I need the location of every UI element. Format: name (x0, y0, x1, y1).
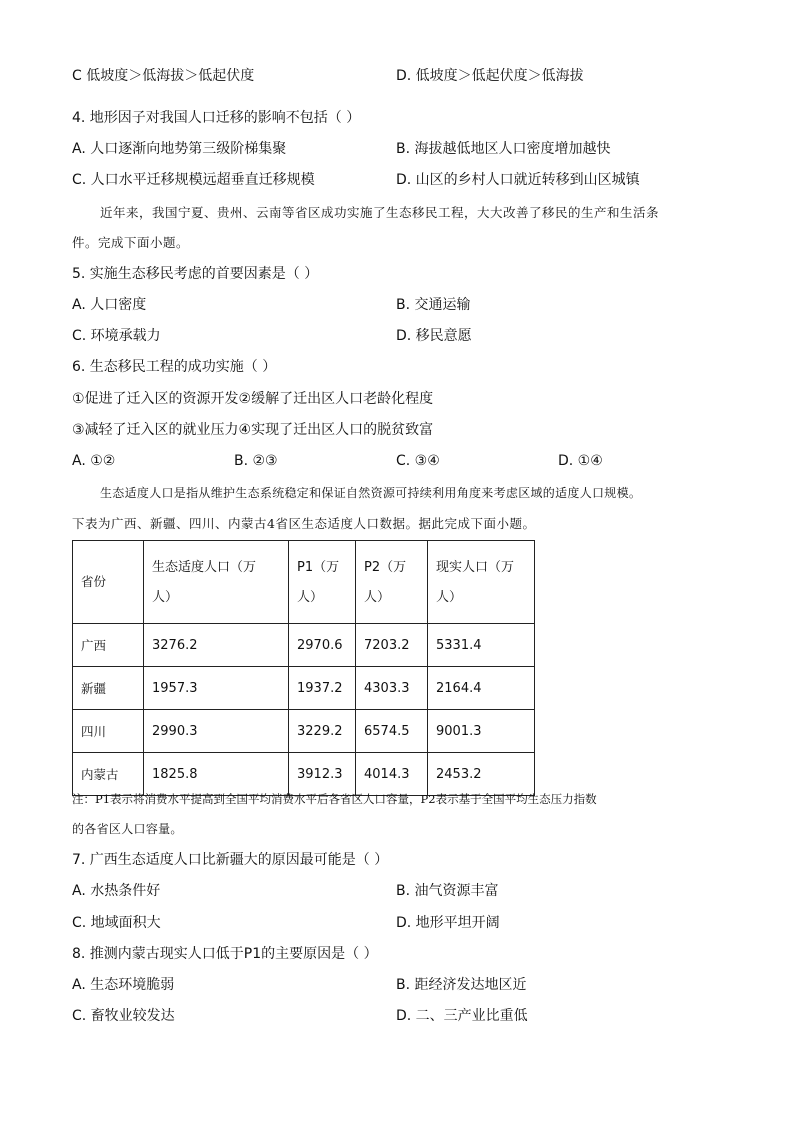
header-eco-line2: 人） (152, 590, 179, 605)
q4-option-b: B. 海拔越低地区人口密度增加越快 (396, 141, 611, 157)
cell-actual-population: 2453.2 (428, 753, 535, 796)
q5-option-d: D. 移民意愿 (396, 328, 472, 344)
intro2-line2: 下表为广西、新疆、四川、内蒙古4省区生态适度人口数据。据此完成下面小题。 (72, 516, 536, 531)
q4-stem: 4. 地形因子对我国人口迁移的影响不包括（ ） (72, 110, 361, 126)
cell-p2: 4014.3 (356, 753, 428, 796)
q6-statements-line2: ③减轻了迁入区的就业压力④实现了迁出区人口的脱贫致富 (72, 422, 434, 438)
cell-province: 四川 (73, 710, 144, 753)
q4-option-a: A. 人口逐渐向地势第三级阶梯集聚 (72, 141, 287, 157)
header-eco-line1: 生态适度人口（万 (152, 560, 257, 575)
header-province (73, 541, 144, 624)
cell-actual-population: 5331.4 (428, 624, 535, 667)
q6-option-d: D. ①④ (558, 453, 603, 469)
table-row (73, 624, 535, 667)
q7-option-b: B. 油气资源丰富 (396, 883, 499, 899)
intro1-line2: 件。完成下面小题。 (72, 235, 190, 250)
header-p1-line1: P1（万 (297, 560, 340, 575)
cell-eco-population: 1825.8 (144, 753, 289, 796)
q5-stem: 5. 实施生态移民考虑的首要因素是（ ） (72, 266, 319, 282)
header-actual-population (428, 541, 535, 624)
header-p2 (356, 541, 428, 624)
header-p2-line1: P2（万 (364, 560, 407, 575)
cell-p2: 4303.3 (356, 667, 428, 710)
cell-p1: 3229.2 (289, 710, 356, 753)
header-eco-population (144, 541, 289, 624)
table-header-row (73, 541, 535, 624)
q6-option-c: C. ③④ (396, 453, 440, 469)
header-actual-line2: 人） (436, 590, 463, 605)
cell-province: 新疆 (73, 667, 144, 710)
q3-option-c: C 低坡度＞低海拔＞低起伏度 (72, 68, 255, 84)
q6-stem: 6. 生态移民工程的成功实施（ ） (72, 359, 277, 375)
cell-p2: 7203.2 (356, 624, 428, 667)
cell-actual-population: 2164.4 (428, 667, 535, 710)
q8-option-c: C. 畜牧业较发达 (72, 1008, 175, 1024)
intro1-line1: 近年来，我国宁夏、贵州、云南等省区成功实施了生态移民工程，大大改善了移民的生产和生活条 (100, 205, 660, 220)
q7-option-d: D. 地形平坦开阔 (396, 915, 500, 931)
q5-option-b: B. 交通运输 (396, 297, 471, 313)
table-row (73, 667, 535, 710)
q4-option-d: D. 山区的乡村人口就近转移到山区城镇 (396, 172, 640, 188)
cell-province: 内蒙古 (73, 753, 144, 796)
cell-eco-population: 1957.3 (144, 667, 289, 710)
q8-option-a: A. 生态环境脆弱 (72, 977, 175, 993)
cell-eco-population: 2990.3 (144, 710, 289, 753)
q7-option-c: C. 地域面积大 (72, 915, 161, 931)
cell-p1: 1937.2 (289, 667, 356, 710)
population-table (72, 540, 535, 796)
table-row (73, 710, 535, 753)
cell-p1: 3912.3 (289, 753, 356, 796)
q3-option-d: D. 低坡度＞低起伏度＞低海拔 (396, 68, 584, 84)
header-actual-line1: 现实人口（万 (436, 560, 515, 575)
cell-actual-population: 9001.3 (428, 710, 535, 753)
header-p2-line2: 人） (364, 590, 391, 605)
q7-stem: 7. 广西生态适度人口比新疆大的原因最可能是（ ） (72, 852, 389, 868)
q8-option-b: B. 距经济发达地区近 (396, 977, 527, 993)
header-province-text: 省份 (81, 574, 107, 589)
q8-stem: 8. 推测内蒙古现实人口低于P1的主要原因是（ ） (72, 946, 378, 962)
q8-option-d: D. 二、三产业比重低 (396, 1008, 528, 1024)
header-p1 (289, 541, 356, 624)
cell-p2: 6574.5 (356, 710, 428, 753)
header-p1-line2: 人） (297, 590, 324, 605)
cell-province: 广西 (73, 624, 144, 667)
q6-option-a: A. ①② (72, 453, 116, 469)
intro2-line1: 生态适度人口是指从维护生态系统稳定和保证自然资源可持续利用角度来考虑区域的适度人口规模。 (100, 486, 642, 500)
cell-p1: 2970.6 (289, 624, 356, 667)
q5-option-c: C. 环境承载力 (72, 328, 161, 344)
q4-option-c: C. 人口水平迁移规模远超垂直迁移规模 (72, 172, 315, 188)
q6-statements-line1: ①促进了迁入区的资源开发②缓解了迁出区人口老龄化程度 (72, 391, 434, 407)
q6-option-b: B. ②③ (234, 453, 278, 469)
q5-option-a: A. 人口密度 (72, 297, 147, 313)
q7-option-a: A. 水热条件好 (72, 883, 161, 899)
cell-eco-population: 3276.2 (144, 624, 289, 667)
table-note-line1: 注：P1表示将消费水平提高到全国平均消费水平后各省区人口容量，P2表示基于全国平均生态压力指数 (72, 792, 597, 806)
table-note-line2: 的各省区人口容量。 (72, 822, 183, 836)
